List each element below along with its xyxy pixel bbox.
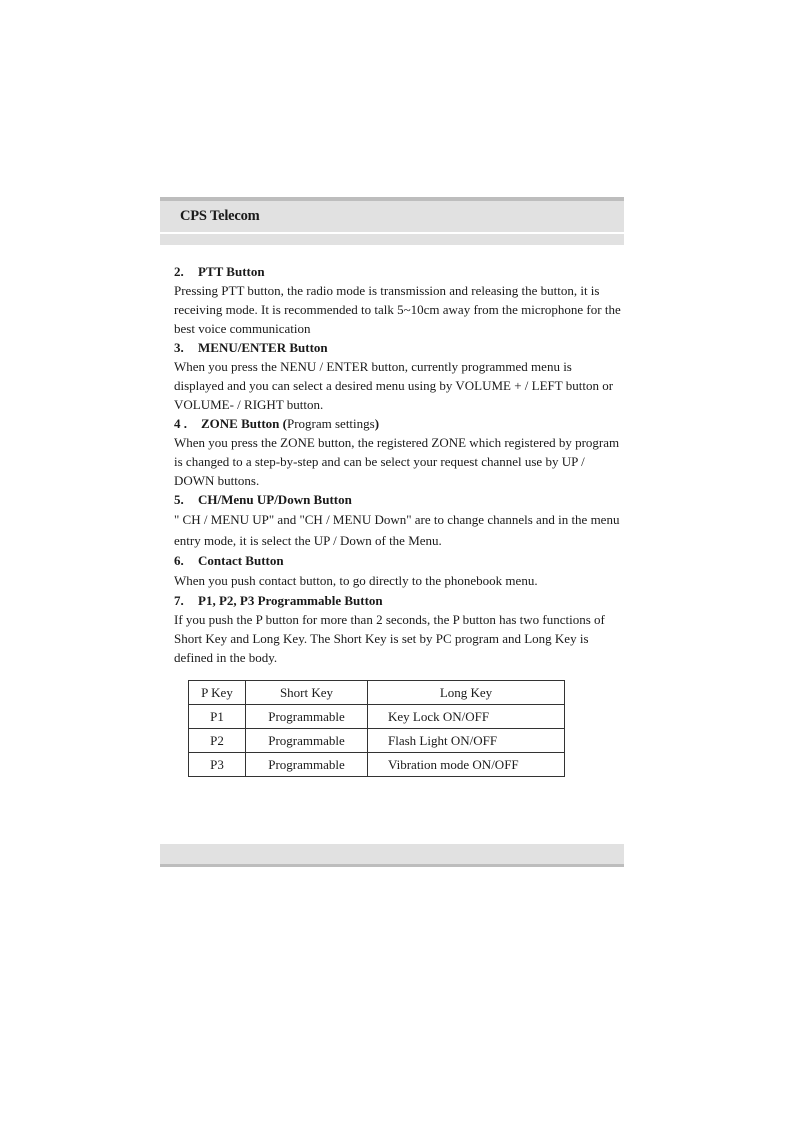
section-contact-button bbox=[174, 551, 624, 591]
table-header-row bbox=[189, 681, 565, 705]
section-title: PTT Button bbox=[198, 264, 265, 279]
column-header: Short Key bbox=[246, 681, 368, 705]
header-divider bbox=[160, 232, 624, 234]
section-title: Contact Button bbox=[198, 553, 284, 568]
page-footer bbox=[160, 844, 624, 867]
section-number: 7. bbox=[174, 593, 184, 608]
section-title: P1, P2, P3 Programmable Button bbox=[198, 593, 383, 608]
section-zone-button bbox=[174, 414, 624, 490]
section-number: 3. bbox=[174, 340, 184, 355]
column-header: P Key bbox=[189, 681, 246, 705]
page-header bbox=[160, 197, 624, 245]
section-ch-menu-button bbox=[174, 490, 624, 551]
section-number: 5. bbox=[174, 492, 184, 507]
table-cell: Programmable bbox=[246, 753, 368, 777]
section-heading bbox=[174, 551, 624, 570]
section-heading bbox=[174, 414, 624, 433]
section-number: 4 . bbox=[174, 416, 187, 431]
section-title-close: ) bbox=[374, 416, 380, 431]
table-row bbox=[189, 729, 565, 753]
section-ptt-button bbox=[174, 262, 624, 338]
section-body: If you push the P button for more than 2 seconds, the P button has two functions of Short Key and Long Key. The Short Key is set by PC program and Long Key is defined in the body. bbox=[174, 612, 605, 665]
section-title: ZONE Button ( bbox=[201, 416, 287, 431]
section-number: 6. bbox=[174, 553, 184, 568]
table-cell: Vibration mode ON/OFF bbox=[368, 753, 565, 777]
section-title: MENU/ENTER Button bbox=[198, 340, 328, 355]
section-title: CH/Menu UP/Down Button bbox=[198, 492, 352, 507]
section-body: When you press the NENU / ENTER button, currently programmed menu is displayed and you can select a desired menu using by VOLUME + / LEFT button or VOLUME- / RIGHT button. bbox=[174, 359, 614, 412]
section-body: When you push contact button, to go directly to the phonebook menu. bbox=[174, 573, 538, 588]
table-cell: P1 bbox=[189, 705, 246, 729]
table-row bbox=[189, 753, 565, 777]
section-menu-enter-button bbox=[174, 338, 624, 414]
table-cell: Programmable bbox=[246, 705, 368, 729]
header-title: CPS Telecom bbox=[180, 208, 260, 224]
section-heading bbox=[174, 490, 624, 509]
section-body: Pressing PTT button, the radio mode is transmission and releasing the button, it is receiving mode. It is recommended to talk 5~10cm away from the microphone for the best voice communication bbox=[174, 283, 621, 336]
column-header: Long Key bbox=[368, 681, 565, 705]
table-cell: Key Lock ON/OFF bbox=[368, 705, 565, 729]
section-heading bbox=[174, 591, 624, 610]
section-title-note: Program settings bbox=[286, 416, 375, 431]
table-cell: Flash Light ON/OFF bbox=[368, 729, 565, 753]
section-programmable-button bbox=[174, 591, 624, 667]
table-cell: Programmable bbox=[246, 729, 368, 753]
section-heading bbox=[174, 262, 624, 281]
manual-content bbox=[174, 262, 624, 667]
header-top-rule bbox=[160, 197, 624, 201]
section-body: " CH / MENU UP" and "CH / MENU Down" are to change channels and in the menu entry mode, it is select the UP / Down of the Menu. bbox=[174, 512, 620, 548]
table-cell: P3 bbox=[189, 753, 246, 777]
section-heading bbox=[174, 338, 624, 357]
table-cell: P2 bbox=[189, 729, 246, 753]
section-body: When you press the ZONE button, the registered ZONE which registered by program is changed to a step-by-step and can be select your request channel use by UP / DOWN buttons. bbox=[174, 435, 620, 488]
programmable-key-table bbox=[188, 680, 565, 777]
table-row bbox=[189, 705, 565, 729]
section-number: 2. bbox=[174, 264, 184, 279]
